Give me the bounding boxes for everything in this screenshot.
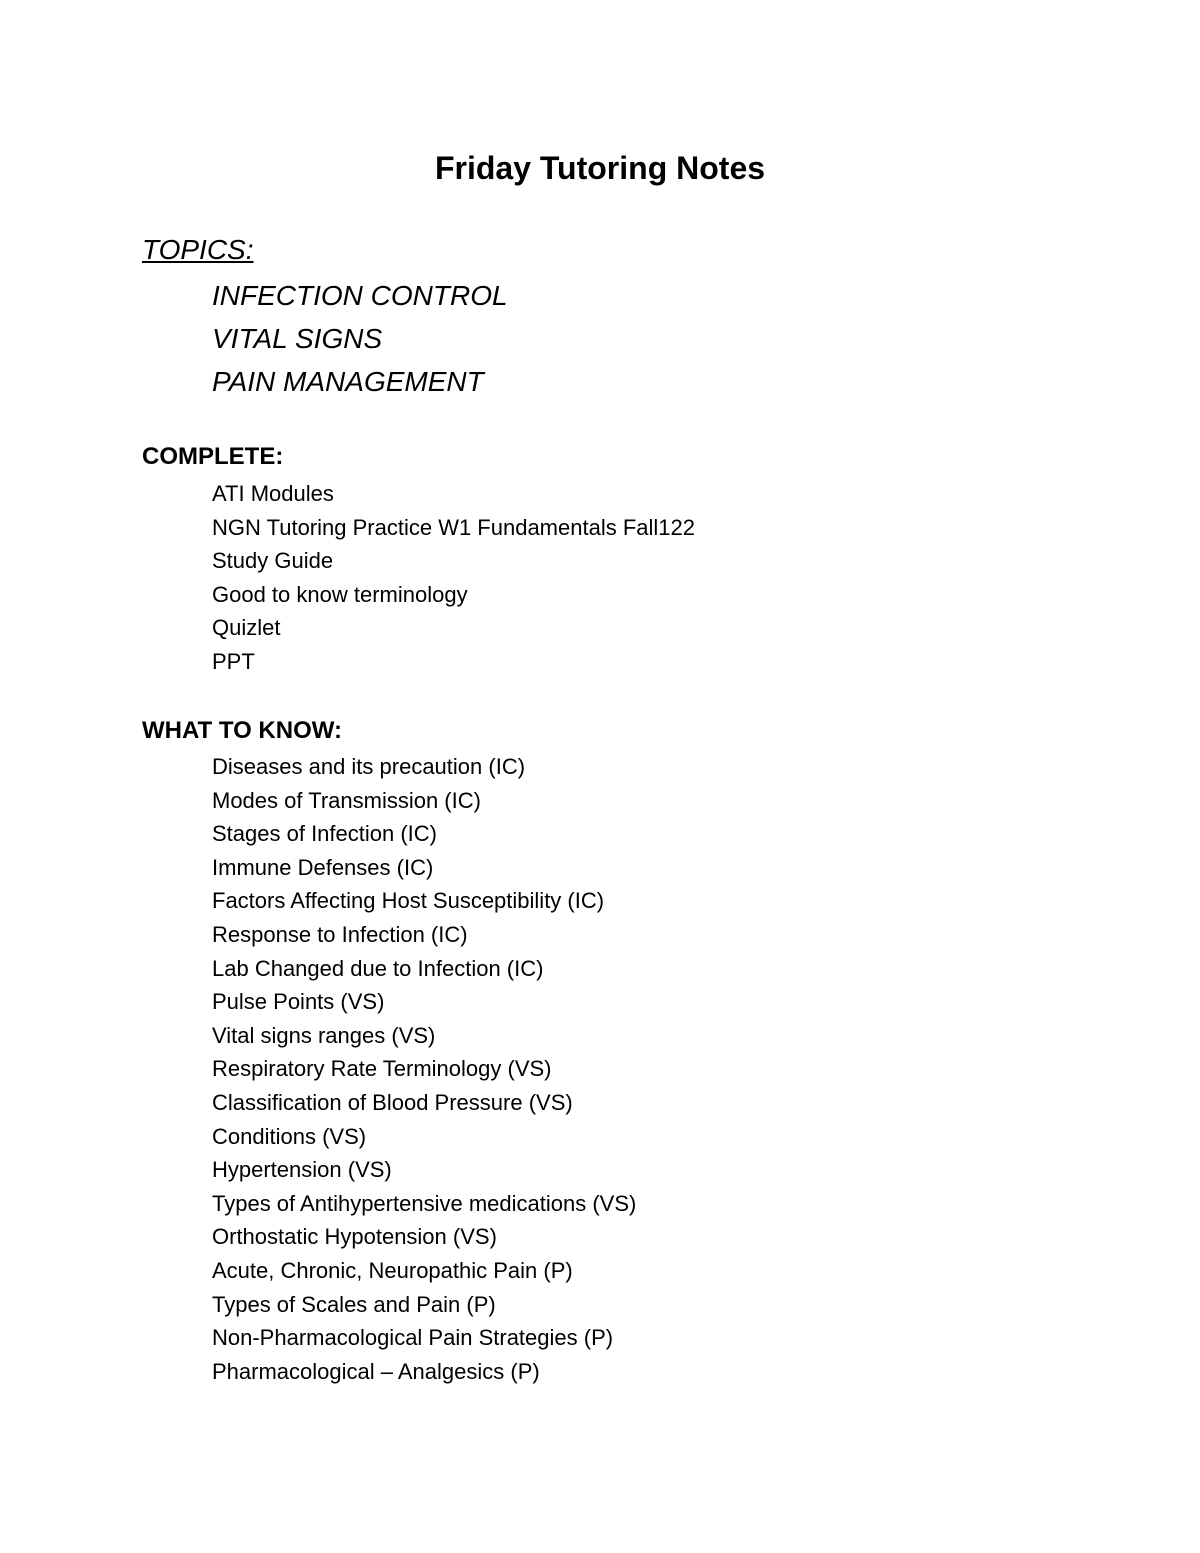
what-to-know-item: Factors Affecting Host Susceptibility (IC) <box>212 888 605 914</box>
what-to-know-item: Pharmacological – Analgesics (P) <box>212 1358 540 1384</box>
complete-list <box>212 477 695 679</box>
complete-heading: COMPLETE: <box>142 443 284 470</box>
what-to-know-item: Pulse Points (VS) <box>212 989 385 1015</box>
topic-item: PAIN MANAGEMENT <box>212 366 484 397</box>
complete-item: ATI Modules <box>212 481 334 506</box>
what-to-know-item: Stages of Infection (IC) <box>212 821 437 847</box>
what-to-know-item: Orthostatic Hypotension (VS) <box>212 1224 497 1250</box>
complete-item: Good to know terminology <box>212 581 468 607</box>
what-to-know-item: Immune Defenses (IC) <box>212 854 434 880</box>
complete-item: Quizlet <box>212 615 281 641</box>
complete-item: Study Guide <box>212 548 334 574</box>
what-to-know-heading: WHAT TO KNOW: <box>142 717 342 744</box>
what-to-know-item: Hypertension (VS) <box>212 1157 392 1183</box>
what-to-know-item: Vital signs ranges (VS) <box>212 1022 436 1048</box>
complete-item: NGN Tutoring Practice W1 Fundamentals Fall122 <box>212 514 695 540</box>
what-to-know-item: Types of Antihypertensive medications (VS) <box>212 1190 637 1216</box>
what-to-know-item: Response to Infection (IC) <box>212 921 468 947</box>
topics-list <box>212 274 508 403</box>
topic-item: VITAL SIGNS <box>212 323 383 354</box>
what-to-know-item: Non-Pharmacological Pain Strategies (P) <box>212 1325 614 1351</box>
complete-item: PPT <box>212 648 255 674</box>
what-to-know-item: Conditions (VS) <box>212 1123 367 1149</box>
what-to-know-item: Lab Changed due to Infection (IC) <box>212 955 544 981</box>
what-to-know-item: Diseases and its precaution (IC) <box>212 754 526 779</box>
what-to-know-item: Types of Scales and Pain (P) <box>212 1291 496 1317</box>
what-to-know-item: Acute, Chronic, Neuropathic Pain (P) <box>212 1257 573 1283</box>
what-to-know-item: Respiratory Rate Terminology (VS) <box>212 1056 552 1082</box>
what-to-know-item: Modes of Transmission (IC) <box>212 787 481 813</box>
topics-heading: TOPICS: <box>142 234 254 265</box>
what-to-know-item: Classification of Blood Pressure (VS) <box>212 1089 573 1115</box>
topic-item: INFECTION CONTROL <box>212 280 508 311</box>
what-to-know-list <box>212 750 636 1388</box>
page-title: Friday Tutoring Notes <box>434 150 766 186</box>
